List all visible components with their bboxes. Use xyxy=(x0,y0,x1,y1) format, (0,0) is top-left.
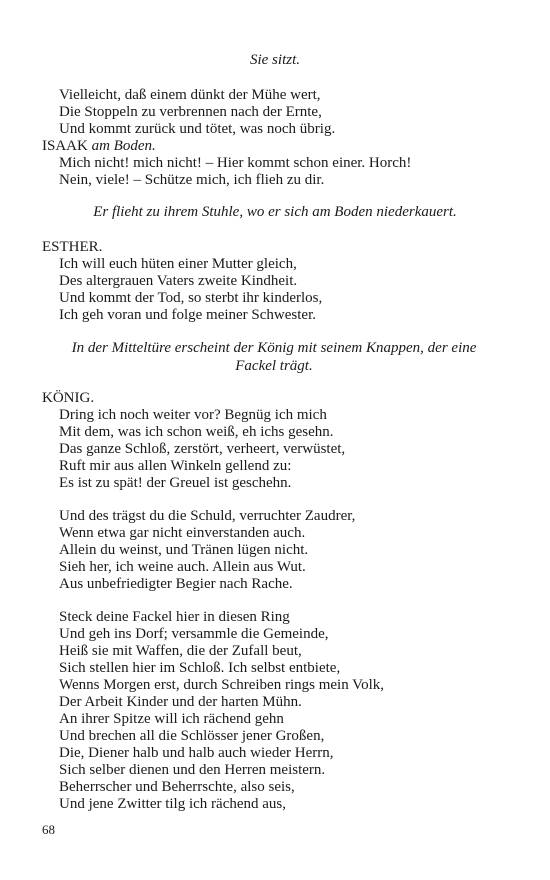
verse-line: Sich stellen hier im Schloß. Ich selbst entbiete, xyxy=(59,660,341,676)
speaker-isaak xyxy=(42,138,156,155)
verse-line: Steck deine Fackel hier in diesen Ring xyxy=(59,609,290,625)
stage-direction-king-enters-2: Fackel trägt. xyxy=(235,358,313,374)
verse-line: An ihrer Spitze will ich rächend gehn xyxy=(59,711,284,727)
stage-direction-sits: Sie sitzt. xyxy=(249,52,300,68)
verse-line: Und des trägst du die Schuld, verruchter Zaudrer, xyxy=(59,508,356,524)
verse-line: Es ist zu spät! der Greuel ist geschehn. xyxy=(59,475,292,491)
speaker-name: ISAAK xyxy=(42,138,88,154)
verse-line: Dring ich noch weiter vor? Begnüg ich mich xyxy=(59,407,327,423)
verse-line: Ruft mir aus allen Winkeln gellend zu: xyxy=(59,458,292,474)
speaker-esther: ESTHER. xyxy=(42,239,103,255)
verse-line: Und kommt der Tod, so sterbt ihr kinderlos, xyxy=(59,290,323,306)
verse-line: Mich nicht! mich nicht! – Hier kommt schon einer. Horch! xyxy=(59,155,412,171)
verse-line: Der Arbeit Kinder und der harten Mühn. xyxy=(59,694,302,710)
speaker-koenig: KÖNIG. xyxy=(42,390,95,406)
stage-direction-flees: Er flieht zu ihrem Stuhle, wo er sich am Boden niederkauert. xyxy=(93,204,457,220)
verse-line: Das ganze Schloß, zerstört, verheert, verwüstet, xyxy=(59,441,346,457)
verse-line: Beherrscher und Beherrschte, also seis, xyxy=(59,779,295,795)
verse-line: Ich geh voran und folge meiner Schwester. xyxy=(59,307,316,323)
verse-line: Allein du weinst, und Tränen lügen nicht. xyxy=(59,542,309,558)
verse-line: Die Stoppeln zu verbrennen nach der Ernte, xyxy=(59,104,322,120)
verse-line: Ich will euch hüten einer Mutter gleich, xyxy=(59,256,297,272)
verse-line: Wenn etwa gar nicht einverstanden auch. xyxy=(59,525,306,541)
verse-line: Vielleicht, daß einem dünkt der Mühe wert, xyxy=(59,87,321,103)
speaker-direction: am Boden. xyxy=(91,138,156,154)
verse-line: Und kommt zurück und tötet, was noch übrig. xyxy=(59,121,336,137)
stage-direction-king-enters-1: In der Mitteltüre erscheint der König mit seinem Knappen, der eine xyxy=(71,340,477,356)
verse-line: Und brechen all die Schlösser jener Großen, xyxy=(59,728,325,744)
verse-line: Wenns Morgen erst, durch Schreiben rings mein Volk, xyxy=(59,677,384,693)
verse-line: Die, Diener halb und halb auch wieder Herrn, xyxy=(59,745,334,761)
verse-line: Mit dem, was ich schon weiß, eh ichs gesehn. xyxy=(59,424,334,440)
verse-line: Sich selber dienen und den Herren meistern. xyxy=(59,762,326,778)
verse-line: Heiß sie mit Waffen, die der Zufall beut, xyxy=(59,643,302,659)
verse-line: Sieh her, ich weine auch. Allein aus Wut. xyxy=(59,559,306,575)
verse-line: Des altergrauen Vaters zweite Kindheit. xyxy=(59,273,298,289)
verse-line: Aus unbefriedigter Begier nach Rache. xyxy=(59,576,293,592)
verse-line: Und jene Zwitter tilg ich rächend aus, xyxy=(59,796,287,812)
verse-line: Nein, viele! – Schütze mich, ich flieh zu dir. xyxy=(59,172,325,188)
verse-line: Und geh ins Dorf; versammle die Gemeinde, xyxy=(59,626,329,642)
page-number: 68 xyxy=(42,822,55,837)
